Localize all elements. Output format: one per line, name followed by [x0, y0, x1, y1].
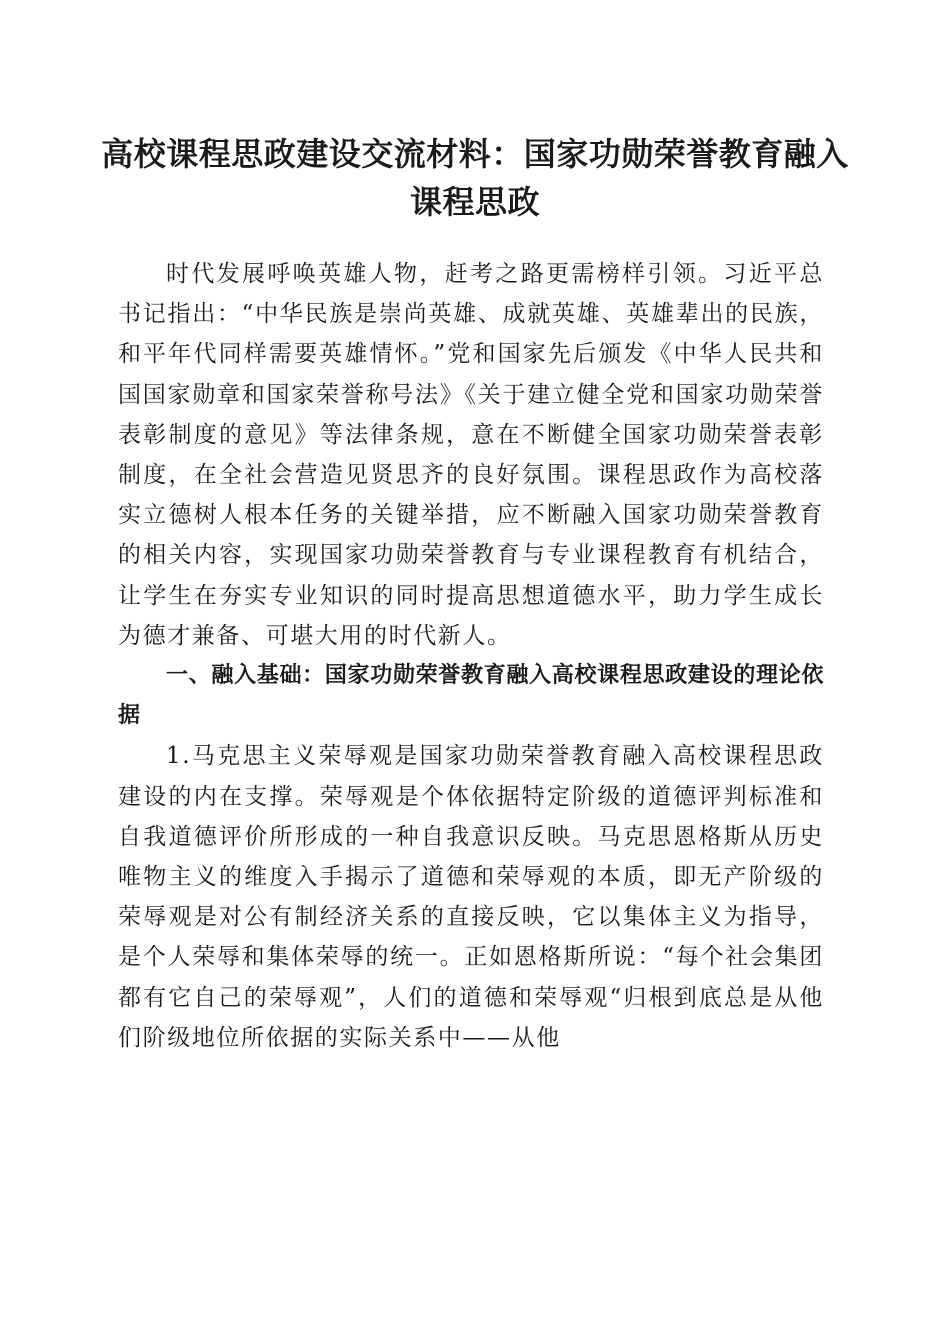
section-heading: 一、融入基础：国家功勋荣誉教育融入高校课程思政建设的理论依据: [118, 663, 824, 729]
intro-paragraph: 时代发展呼唤英雄人物，赶考之路更需榜样引领。习近平总书记指出：“中华民族是崇尚英雄、成就英雄、英雄辈出的民族，和平年代同样需要英雄情怀。”党和国家先后颁发《中华人民共和国国家勋章和国家荣誉称号法》《关于建立健全党和国家功勋荣誉表彰制度的意见》等法律条规，意在不断健全国家功勋荣誉表彰制度，在全社会营造见贤思齐的良好氛围。课程思政作为高校落实立德树人根本任务的关键举措，应不断融入国家功勋荣誉教育的相关内容，实现国家功勋荣誉教育与专业课程教育有机结合，让学生在夯实专业知识的同时提高思想道德水平，助力学生成长为德才兼备、可堪大用的时代新人。: [118, 261, 824, 649]
document-body: [118, 254, 824, 1058]
document-title: 高校课程思政建设交流材料：国家功勋荣誉教育融入课程思政: [101, 135, 849, 221]
section-paragraph: 1.马克思主义荣辱观是国家功勋荣誉教育融入高校课程思政建设的内在支撑。荣辱观是个体依据特定阶级的道德评判标准和自我道德评价所形成的一种自我意识反映。马克思恩格斯从历史唯物主义的维度入手揭示了道德和荣辱观的本质，即无产阶级的荣辱观是对公有制经济关系的直接反映，它以集体主义为指导，是个人荣辱和集体荣辱的统一。正如恩格斯所说：“每个社会集团都有它自己的荣辱观”，人们的道德和荣辱观“归根到底总是从他们阶级地位所依据的实际关系中——从他: [118, 743, 824, 1051]
